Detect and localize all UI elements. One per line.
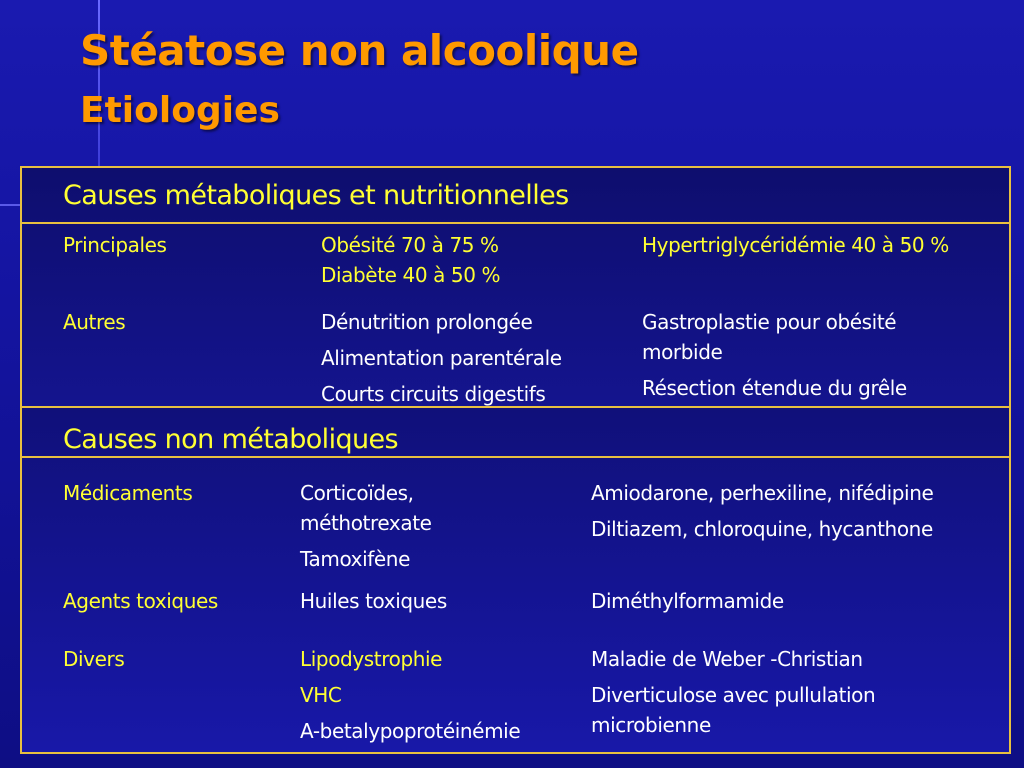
divers-col2 <box>591 644 875 740</box>
slide-title: Stéatose non alcoolique <box>80 26 639 75</box>
agents-col1 <box>300 586 447 616</box>
non-metabolic-header-row <box>22 408 1009 458</box>
row-label-principales: Principales <box>63 233 167 257</box>
principales-col2 <box>642 230 949 260</box>
principales-col1-item: Diabète 40 à 50 % <box>321 263 501 287</box>
slide-subtitle: Etiologies <box>80 90 280 131</box>
medicaments-col2-item: Diltiazem, chloroquine, hycanthone <box>591 517 933 541</box>
divers-col1-item: A-betalypoprotéinémie <box>300 719 521 743</box>
principales-col2-item: Hypertriglycéridémie 40 à 50 % <box>642 233 949 257</box>
non-metabolic-section-title: Causes non métaboliques <box>63 424 398 455</box>
decorative-horizontal-line <box>0 204 20 206</box>
metabolic-header-row <box>22 168 1009 224</box>
principales-col1-item: Obésité 70 à 75 % <box>321 233 499 257</box>
agents-col2-item: Diméthylformamide <box>591 589 784 613</box>
metabolic-causes-table <box>20 166 1011 408</box>
autres-col2 <box>642 307 907 403</box>
autres-col2-item: Gastroplastie pour obésité <box>642 310 897 334</box>
medicaments-col1 <box>300 478 432 574</box>
medicaments-col1-item: méthotrexate <box>300 511 432 535</box>
divers-col1-item: Lipodystrophie <box>300 647 443 671</box>
autres-col2-item: Résection étendue du grêle <box>642 376 907 400</box>
agents-col1-item: Huiles toxiques <box>300 589 447 613</box>
medicaments-col1-item: Corticoïdes, <box>300 481 414 505</box>
medicaments-col1-item: Tamoxifène <box>300 547 410 571</box>
row-label-medicaments: Médicaments <box>63 481 193 505</box>
metabolic-section-title: Causes métaboliques et nutritionnelles <box>63 180 569 211</box>
agents-col2 <box>591 586 784 616</box>
autres-col2-item: morbide <box>642 340 723 364</box>
row-label-divers: Divers <box>63 647 125 671</box>
divers-col2-item: Maladie de Weber -Christian <box>591 647 863 671</box>
medicaments-col2 <box>591 478 933 544</box>
divers-col2-item: Diverticulose avec pullulation <box>591 683 876 707</box>
row-label-autres: Autres <box>63 310 126 334</box>
autres-col1-item: Courts circuits digestifs <box>321 382 546 406</box>
autres-col1-item: Dénutrition prolongée <box>321 310 533 334</box>
principales-col1 <box>321 230 500 290</box>
divers-col2-item: microbienne <box>591 713 711 737</box>
autres-col1 <box>321 307 562 409</box>
divers-col1-item: VHC <box>300 683 342 707</box>
medicaments-col2-item: Amiodarone, perhexiline, nifédipine <box>591 481 934 505</box>
row-label-agents-toxiques: Agents toxiques <box>63 589 218 613</box>
autres-col1-item: Alimentation parentérale <box>321 346 562 370</box>
non-metabolic-causes-table <box>20 406 1011 754</box>
divers-col1 <box>300 644 520 746</box>
